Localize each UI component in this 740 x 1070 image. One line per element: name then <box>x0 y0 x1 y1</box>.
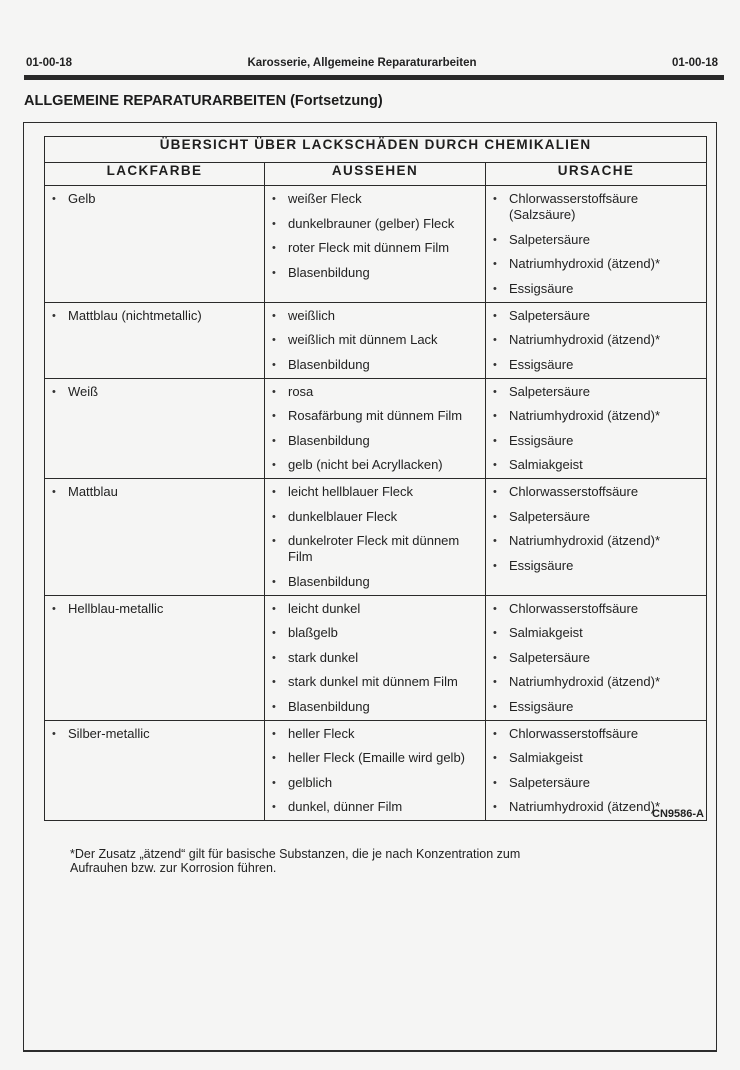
lackfarbe-list <box>45 303 264 329</box>
ursache-list <box>486 303 706 378</box>
cell-aussehen <box>265 186 486 303</box>
list-item: • Salpetersäure <box>492 308 702 324</box>
list-item: • roter Fleck mit dünnem Film <box>271 240 481 256</box>
cell-ursache <box>486 378 707 479</box>
list-item: • gelb (nicht bei Acryllacken) <box>271 457 481 473</box>
list-item: • heller Fleck (Emaille wird gelb) <box>271 750 481 766</box>
list-item: • Salpetersäure <box>492 775 702 791</box>
list-item: • leicht dunkel <box>271 601 481 617</box>
list-item: • Chlorwasserstoffsäure <box>492 484 702 500</box>
list-item: • Essigsäure <box>492 357 702 373</box>
lackfarbe-list <box>45 186 264 212</box>
ursache-list <box>486 596 706 720</box>
list-item: • weißer Fleck <box>271 191 481 207</box>
list-item: • dunkelroter Fleck mit dünnem Film <box>271 533 481 565</box>
list-item: • Chlorwasserstoffsäure (Salzsäure) <box>492 191 702 223</box>
list-item: • Chlorwasserstoffsäure <box>492 726 702 742</box>
list-item: • Salmiakgeist <box>492 625 702 641</box>
section-code-left: 01-00-18 <box>26 57 73 69</box>
list-item: • rosa <box>271 384 481 400</box>
cell-lackfarbe <box>45 186 265 303</box>
list-item: • heller Fleck <box>271 726 481 742</box>
list-item: • Essigsäure <box>492 699 702 715</box>
list-item: • stark dunkel <box>271 650 481 666</box>
lackfarbe-list <box>45 596 264 622</box>
list-item: • weißlich <box>271 308 481 324</box>
header-rule <box>24 75 724 80</box>
cell-ursache <box>486 186 707 303</box>
table-body <box>45 186 707 821</box>
lackfarbe-list <box>45 379 264 405</box>
aussehen-list <box>265 596 485 720</box>
cell-aussehen <box>265 302 486 378</box>
page-heading: ALLGEMEINE REPARATURARBEITEN (Fortsetzung) <box>24 93 383 109</box>
list-item: • Mattblau (nichtmetallic) <box>51 308 260 324</box>
list-item: • Blasenbildung <box>271 357 481 373</box>
list-item: • Natriumhydroxid (ätzend)* <box>492 533 702 549</box>
cell-lackfarbe <box>45 302 265 378</box>
lackfarbe-list <box>45 479 264 505</box>
list-item: • Hellblau-metallic <box>51 601 260 617</box>
list-item: • dunkelbrauner (gelber) Fleck <box>271 216 481 232</box>
cell-aussehen <box>265 720 486 821</box>
list-item: • Essigsäure <box>492 281 702 297</box>
cell-ursache <box>486 595 707 720</box>
list-item: • Natriumhydroxid (ätzend)* <box>492 799 702 815</box>
footnote: *Der Zusatz „ätzend“ gilt für basische Substanzen, die je nach Konzentration zum Aufrauhen bzw. zur Korrosion führen. <box>70 847 521 875</box>
ursache-list <box>486 721 706 821</box>
table-title: ÜBERSICHT ÜBER LACKSCHÄDEN DURCH CHEMIKALIEN <box>45 137 707 163</box>
aussehen-list <box>265 721 485 821</box>
list-item: • Silber-metallic <box>51 726 260 742</box>
table-row <box>45 302 707 378</box>
list-item: • Natriumhydroxid (ätzend)* <box>492 674 702 690</box>
cell-ursache <box>486 302 707 378</box>
cell-aussehen <box>265 479 486 596</box>
table-row <box>45 595 707 720</box>
column-header-lackfarbe: LACKFARBE <box>45 163 265 186</box>
cell-lackfarbe <box>45 479 265 596</box>
cell-lackfarbe <box>45 720 265 821</box>
table-row <box>45 479 707 596</box>
aussehen-list <box>265 379 485 479</box>
aussehen-list <box>265 303 485 378</box>
table-row <box>45 720 707 821</box>
list-item: • Blasenbildung <box>271 265 481 281</box>
list-item: • Natriumhydroxid (ätzend)* <box>492 332 702 348</box>
list-item: • Essigsäure <box>492 558 702 574</box>
list-item: • Weiß <box>51 384 260 400</box>
list-item: • Mattblau <box>51 484 260 500</box>
list-item: • Salmiakgeist <box>492 457 702 473</box>
list-item: • stark dunkel mit dünnem Film <box>271 674 481 690</box>
list-item: • Salpetersäure <box>492 509 702 525</box>
ursache-list <box>486 186 706 302</box>
figure-code: CN9586-A <box>652 808 704 820</box>
running-header-title: Karosserie, Allgemeine Reparaturarbeiten <box>247 57 477 69</box>
list-item: • Blasenbildung <box>271 433 481 449</box>
column-header-aussehen: AUSSEHEN <box>265 163 486 186</box>
list-item: • Essigsäure <box>492 433 702 449</box>
list-item: • Chlorwasserstoffsäure <box>492 601 702 617</box>
cell-aussehen <box>265 378 486 479</box>
aussehen-list <box>265 479 485 595</box>
cell-ursache <box>486 479 707 596</box>
list-item: • Salpetersäure <box>492 232 702 248</box>
cell-aussehen <box>265 595 486 720</box>
table-row <box>45 378 707 479</box>
aussehen-list <box>265 186 485 286</box>
list-item: • Gelb <box>51 191 260 207</box>
list-item: • leicht hellblauer Fleck <box>271 484 481 500</box>
list-item: • Salpetersäure <box>492 384 702 400</box>
cell-lackfarbe <box>45 595 265 720</box>
lackfarbe-list <box>45 721 264 747</box>
list-item: • Blasenbildung <box>271 699 481 715</box>
paint-damage-table <box>44 136 707 821</box>
list-item: • weißlich mit dünnem Lack <box>271 332 481 348</box>
list-item: • Salpetersäure <box>492 650 702 666</box>
ursache-list <box>486 479 706 579</box>
list-item: • Blasenbildung <box>271 574 481 590</box>
cell-lackfarbe <box>45 378 265 479</box>
list-item: • dunkelblauer Fleck <box>271 509 481 525</box>
list-item: • Natriumhydroxid (ätzend)* <box>492 256 702 272</box>
list-item: • Salmiakgeist <box>492 750 702 766</box>
section-code-right: 01-00-18 <box>671 57 718 69</box>
list-item: • blaßgelb <box>271 625 481 641</box>
list-item: • Natriumhydroxid (ätzend)* <box>492 408 702 424</box>
list-item: • dunkel, dünner Film <box>271 799 481 815</box>
list-item: • Rosafärbung mit dünnem Film <box>271 408 481 424</box>
table-row <box>45 186 707 303</box>
column-header-ursache: URSACHE <box>486 163 707 186</box>
list-item: • gelblich <box>271 775 481 791</box>
cell-ursache <box>486 720 707 821</box>
ursache-list <box>486 379 706 479</box>
